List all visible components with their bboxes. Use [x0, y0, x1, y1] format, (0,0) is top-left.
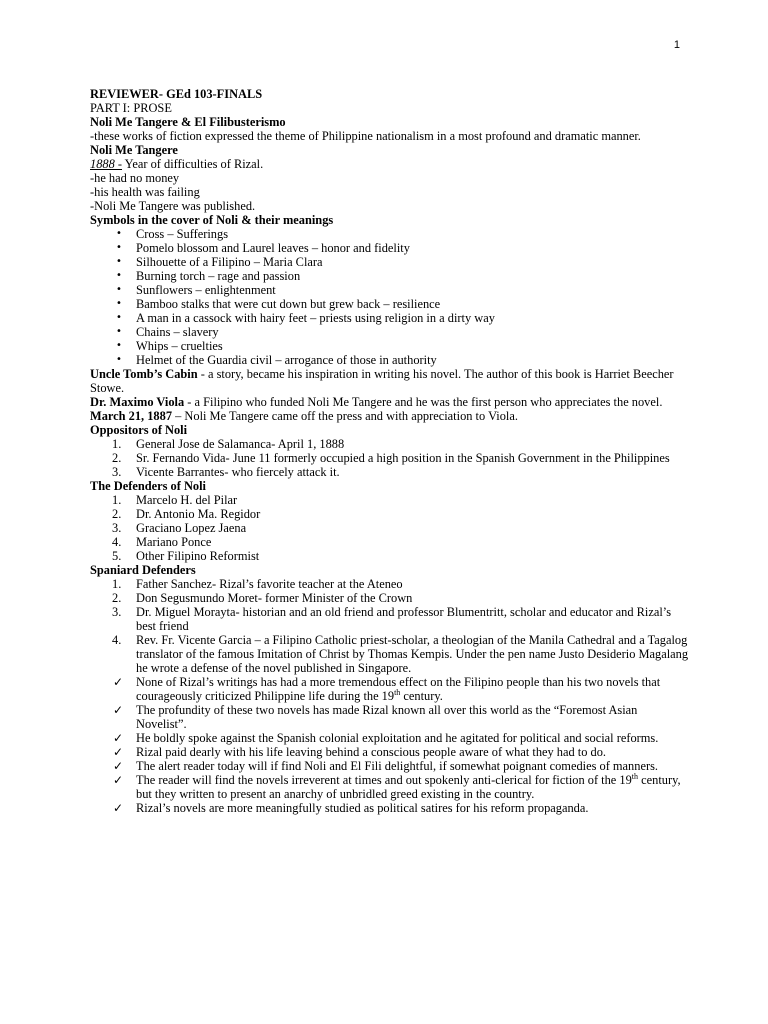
item-text: Marcelo H. del Pilar: [136, 493, 238, 507]
symbol-text: Pomelo blossom and Laurel leaves – honor and fidelity: [136, 241, 410, 255]
list-item: [90, 465, 690, 479]
check-item: [90, 731, 690, 745]
item-number: 5.: [112, 549, 122, 563]
noli-heading: Noli Me Tangere: [90, 143, 178, 157]
check-text: The reader will find the novels irreverent at times and out spokenly anti-clerical for fiction of the 19: [136, 773, 632, 787]
bullet-icon: •: [116, 256, 122, 267]
noli-line: -Noli Me Tangere was published.: [90, 199, 256, 213]
oppositors-heading: Oppositors of Noli: [90, 423, 188, 437]
check-item: [90, 759, 690, 773]
symbol-item: [90, 339, 690, 353]
bullet-icon: •: [116, 326, 122, 337]
check-text: century, but they written to present an anarchy of unbridled greed existing in the country.: [136, 773, 681, 801]
march-paragraph: [90, 409, 690, 423]
bullet-icon: •: [116, 284, 122, 295]
noli-year: 1888 -: [90, 157, 123, 171]
symbol-text: A man in a cassock with hairy feet – priests using religion in a dirty way: [136, 311, 495, 325]
item-number: 3.: [112, 605, 122, 619]
symbol-item: [90, 311, 690, 325]
list-item: [90, 493, 690, 507]
item-number: 1.: [112, 437, 122, 451]
works-heading: Noli Me Tangere & El Filibusterismo: [90, 115, 286, 129]
check-text: century.: [400, 689, 443, 703]
page-number: 1: [673, 39, 680, 51]
symbol-item: [90, 269, 690, 283]
march-desc: – Noli Me Tangere came off the press and with appreciation to Viola.: [172, 409, 518, 423]
bullet-icon: •: [116, 312, 122, 323]
check-item: [90, 773, 690, 801]
checkmark-icon: ✓: [113, 759, 124, 773]
list-item: [90, 437, 690, 451]
symbol-item: [90, 353, 690, 367]
item-text: Vicente Barrantes- who fiercely attack it.: [136, 465, 340, 479]
item-number: 2.: [112, 451, 122, 465]
checkmark-icon: ✓: [113, 703, 124, 717]
list-item: [90, 535, 690, 549]
symbol-text: Whips – cruelties: [136, 339, 223, 353]
item-number: 2.: [112, 507, 122, 521]
viola-term: Dr. Maximo Viola: [90, 395, 185, 409]
part-heading: PART I: PROSE: [90, 101, 172, 115]
list-item: [90, 633, 690, 675]
check-text: Rizal’s novels are more meaningfully studied as political satires for his reform propaganda.: [136, 801, 589, 815]
spaniard-heading: Spaniard Defenders: [90, 563, 196, 577]
item-text: General Jose de Salamanca- April 1, 1888: [136, 437, 345, 451]
noli-line: -his health was failing: [90, 185, 200, 199]
bullet-icon: •: [116, 242, 122, 253]
noli-year-desc: Year of difficulties of Rizal.: [122, 157, 264, 171]
check-item: [90, 703, 690, 731]
item-number: 3.: [112, 521, 122, 535]
works-description: -these works of fiction expressed the theme of Philippine nationalism in a most profound and dramatic manner.: [90, 129, 641, 143]
symbol-item: [90, 255, 690, 269]
list-item: [90, 591, 690, 605]
symbol-text: Sunflowers – enlightenment: [136, 283, 276, 297]
defenders-heading: The Defenders of Noli: [90, 479, 206, 493]
item-number: 2.: [112, 591, 122, 605]
symbol-text: Burning torch – rage and passion: [136, 269, 301, 283]
item-text: Sr. Fernando Vida- June 11 formerly occupied a high position in the Spanish Government in the Philippines: [136, 451, 670, 465]
check-text: The profundity of these two novels has made Rizal known all over this world as the “Foremost Asian Novelist”.: [136, 703, 638, 731]
symbol-text: Helmet of the Guardia civil – arrogance of those in authority: [136, 353, 437, 367]
check-text: He boldly spoke against the Spanish colonial exploitation and he agitated for political and social reforms.: [136, 731, 659, 745]
item-number: 4.: [112, 633, 122, 647]
document-body: [90, 87, 690, 815]
symbol-text: Cross – Sufferings: [136, 227, 229, 241]
item-number: 1.: [112, 493, 122, 507]
symbol-item: [90, 297, 690, 311]
checkmark-icon: ✓: [113, 801, 124, 815]
symbol-item: [90, 227, 690, 241]
checkmark-icon: ✓: [113, 675, 124, 689]
spaniard-list: [90, 577, 690, 675]
list-item: [90, 507, 690, 521]
symbol-item: [90, 283, 690, 297]
list-item: [90, 451, 690, 465]
item-text: Dr. Miguel Morayta- historian and an old friend and professor Blumentritt, scholar and educator and Rizal’s best friend: [136, 605, 672, 633]
item-text: Father Sanchez- Rizal’s favorite teacher at the Ateneo: [136, 577, 403, 591]
oppositors-list: [90, 437, 690, 479]
viola-desc: - a Filipino who funded Noli Me Tangere and he was the first person who appreciates the novel.: [184, 395, 663, 409]
viola-paragraph: [90, 395, 690, 409]
checkmark-icon: ✓: [113, 731, 124, 745]
checkmark-list: [90, 675, 690, 815]
symbols-list: [90, 227, 690, 367]
list-item: [90, 577, 690, 591]
item-text: Rev. Fr. Vicente Garcia – a Filipino Catholic priest-scholar, a theologian of the Manila Cathedral and a Tagalog translator of the famous Imitation of Christ by Thomas Kempis. Under the pen name Justo Desiderio Magalang he wrote a defense of the novel published in Singapore.: [136, 633, 689, 675]
noli-year-line: [90, 157, 690, 171]
item-number: 3.: [112, 465, 122, 479]
bullet-icon: •: [116, 298, 122, 309]
uncle-tomb-term: Uncle Tomb’s Cabin: [90, 367, 198, 381]
symbols-heading: Symbols in the cover of Noli & their meanings: [90, 213, 334, 227]
symbol-text: Chains – slavery: [136, 325, 219, 339]
check-item: [90, 801, 690, 815]
item-text: Mariano Ponce: [136, 535, 212, 549]
check-item: [90, 675, 690, 703]
item-text: Other Filipino Reformist: [136, 549, 260, 563]
check-text: Rizal paid dearly with his life leaving behind a conscious people aware of what they had to do.: [136, 745, 607, 759]
checkmark-icon: ✓: [113, 773, 124, 787]
checkmark-icon: ✓: [113, 745, 124, 759]
noli-line: -he had no money: [90, 171, 180, 185]
bullet-icon: •: [116, 270, 122, 281]
check-text: The alert reader today will if find Noli and El Fili delightful, if somewhat poignant comedies of manners.: [136, 759, 658, 773]
superscript: th: [394, 687, 401, 697]
check-text: None of Rizal’s writings has had a more tremendous effect on the Filipino people than his two novels that courageously criticized Philippine life during the 19: [136, 675, 661, 703]
check-item: [90, 745, 690, 759]
symbol-text: Silhouette of a Filipino – Maria Clara: [136, 255, 323, 269]
bullet-icon: •: [116, 228, 122, 239]
item-text: Don Segusmundo Moret- former Minister of the Crown: [136, 591, 413, 605]
bullet-icon: •: [116, 340, 122, 351]
superscript: th: [631, 771, 639, 781]
item-text: Dr. Antonio Ma. Regidor: [136, 507, 261, 521]
bullet-icon: •: [116, 354, 122, 365]
symbol-item: [90, 325, 690, 339]
list-item: [90, 605, 690, 633]
uncle-tomb-desc: - a story, became his inspiration in writing his novel. The author of this book is Harriet Beecher Stowe.: [90, 367, 674, 395]
document-title: REVIEWER- GEd 103-FINALS: [90, 87, 263, 101]
symbol-text: Bamboo stalks that were cut down but grew back – resilience: [136, 297, 441, 311]
defenders-list: [90, 493, 690, 563]
symbol-item: [90, 241, 690, 255]
item-number: 1.: [112, 577, 122, 591]
list-item: [90, 549, 690, 563]
item-text: Graciano Lopez Jaena: [136, 521, 247, 535]
uncle-tomb-paragraph: [90, 367, 690, 395]
list-item: [90, 521, 690, 535]
item-number: 4.: [112, 535, 122, 549]
march-term: March 21, 1887: [90, 409, 173, 423]
